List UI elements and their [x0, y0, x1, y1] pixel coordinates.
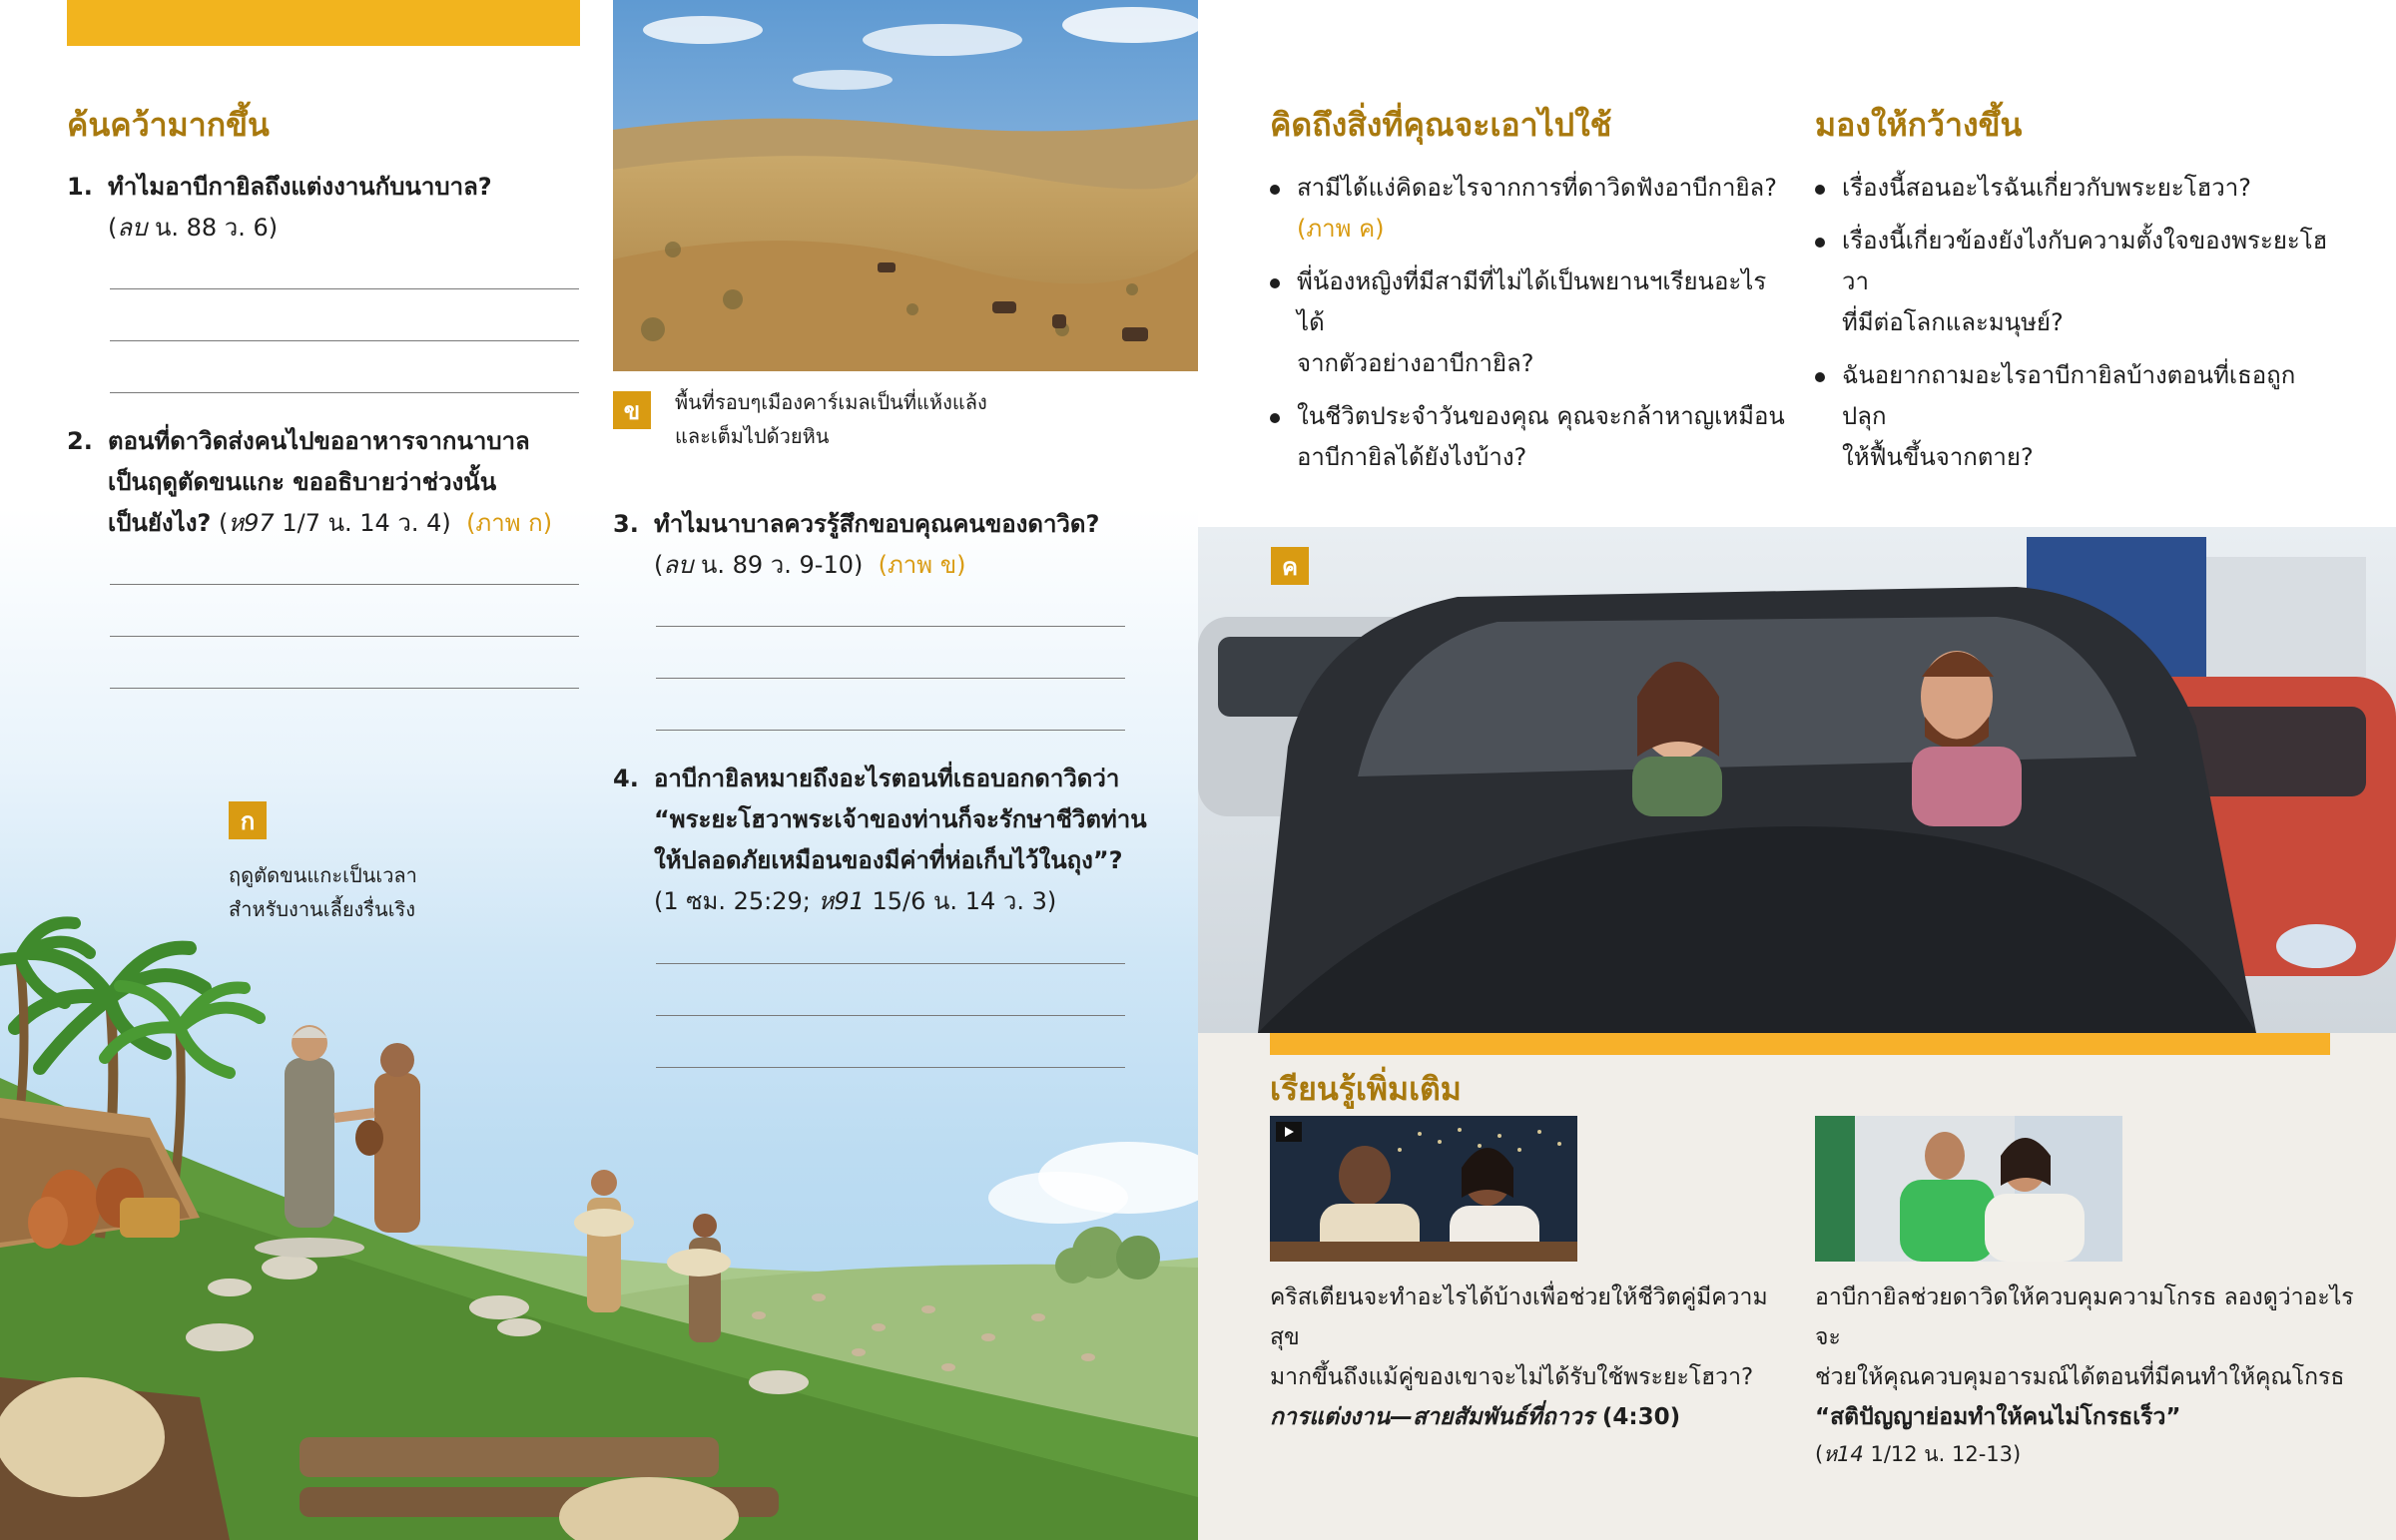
wider-bullet-list	[1815, 168, 2334, 490]
section-title-learn-more: เรียนรู้เพิ่มเติม	[1270, 1070, 1462, 1108]
section-title-apply: คิดถึงสิ่งที่คุณจะเอาไปใช้	[1270, 106, 1612, 144]
image-tag[interactable]: (ภาพ ค)	[1297, 215, 1385, 243]
image-tag[interactable]: (ภาพ ข)	[878, 551, 966, 579]
question-number: 3.	[613, 510, 639, 538]
learn-more-strip	[1270, 1033, 2330, 1055]
question-reference: (1 ซม. 25:29; ห91 15/6 น. 14 ว. 3)	[654, 887, 1057, 915]
question-text-line: ตอนที่ดาวิดส่งคนไปขออาหารจากนาบาล	[108, 427, 530, 455]
article-reference: (ห14 1/12 น. 12-13)	[1815, 1442, 2022, 1466]
question-number: 1.	[67, 173, 93, 201]
play-icon	[1276, 1122, 1302, 1142]
question-text-line: อาบีกายิลหมายถึงอะไรตอนที่เธอบอกดาวิดว่า	[654, 765, 1120, 792]
bullet-item: ฉันอยากถามอะไรอาบีกายิลบ้างตอนที่เธอถูกปลุก ให้ฟื้นขึ้นจากตาย?	[1815, 355, 2334, 478]
video-description: คริสเตียนจะทำอะไรได้บ้างเพื่อช่วยให้ชีวิตคู่มีความสุข มากขึ้นถึงแม้คู่ของเขาจะไม่ได้รับใช้พระยะโฮวา? การแต่งงาน—สายสัมพันธ์ที่ถาวร (4:30)	[1270, 1284, 1768, 1430]
question-text-line: เป็นยังไง?	[108, 509, 212, 537]
question-number: 2.	[67, 427, 93, 455]
figure-badge-c: ค	[1271, 547, 1309, 585]
question-text-line: ให้ปลอดภัยเหมือนของมีค่าที่ห่อเก็บไว้ในถุง”?	[654, 846, 1123, 874]
article-description: อาบีกายิลช่วยดาวิดให้ควบคุมความโกรธ ลองดูว่าอะไรจะ ช่วยให้คุณควบคุมอารมณ์ได้ตอนที่มีคนทำให้คุณโกรธ “สติปัญญาย่อมทำให้คนไม่โกรธเร็ว” (ห14 1/12 น. 12-13)	[1815, 1278, 2374, 1471]
play-button[interactable]	[1276, 1122, 1302, 1142]
video-thumbnail-marriage[interactable]	[1270, 1116, 1577, 1262]
question-text-line: เป็นฤดูตัดขนแกะ ขออธิบายว่าช่วงนั้น	[108, 468, 497, 496]
figure-badge-b: ข	[613, 391, 651, 429]
photo-desert-carmel	[613, 0, 1198, 371]
bullet-item: สามีได้แง่คิดอะไรจากการที่ดาวิดฟังอาบีกายิล? (ภาพ ค)	[1270, 168, 1789, 250]
question-reference: (ลบ น. 89 ว. 9-10)	[654, 551, 864, 579]
question-text: ทำไมนาบาลควรรู้สึกขอบคุณคนของดาวิด?	[654, 510, 1100, 538]
section-title-research: ค้นคว้ามากขึ้น	[67, 106, 270, 144]
section-title-wider: มองให้กว้างขึ้น	[1815, 106, 2023, 144]
answer-line[interactable]	[656, 963, 1125, 964]
figure-caption-a: ฤดูตัดขนแกะเป็นเวลา สำหรับงานเลี้ยงรื่นเริง	[229, 863, 417, 921]
photo-couple-in-car	[1198, 527, 2396, 1033]
apply-bullet-list	[1270, 168, 1789, 490]
bullet-item: พี่น้องหญิงที่มีสามีที่ไม่ได้เป็นพยานฯเรียนอะไรได้ จากตัวอย่างอาบีกายิล?	[1270, 261, 1789, 384]
question-text-line: “พระยะโฮวาพระเจ้าของท่านก็จะรักษาชีวิตท่าน	[654, 805, 1147, 833]
figure-caption-b: พื้นที่รอบๆเมืองคาร์เมลเป็นที่แห้งแล้ง และเต็มไปด้วยหิน	[675, 390, 987, 448]
bullet-item: เรื่องนี้เกี่ยวข้องยังไงกับความตั้งใจของพระยะโฮวา ที่มีต่อโลกและมนุษย์?	[1815, 221, 2334, 343]
question-text: ทำไมอาบีกายิลถึงแต่งงานกับนาบาล?	[108, 173, 492, 201]
answer-line[interactable]	[656, 1015, 1125, 1016]
bullet-item: ในชีวิตประจำวันของคุณ คุณจะกล้าหาญเหมือน อาบีกายิลได้ยังไงบ้าง?	[1270, 396, 1789, 478]
question-number: 4.	[613, 765, 639, 792]
figure-badge-a: ก	[229, 801, 267, 839]
video-title-link[interactable]: การแต่งงาน—สายสัมพันธ์ที่ถาวร (4:30)	[1270, 1404, 1681, 1430]
article-title-link[interactable]: “สติปัญญาย่อมทำให้คนไม่โกรธเร็ว”	[1815, 1404, 2181, 1430]
bullet-item: เรื่องนี้สอนอะไรฉันเกี่ยวกับพระยะโฮวา?	[1815, 168, 2334, 209]
answer-line[interactable]	[656, 678, 1125, 679]
image-tag[interactable]: (ภาพ ก)	[466, 509, 553, 537]
answer-line[interactable]	[656, 1067, 1125, 1068]
question-reference: (ห97 1/7 น. 14 ว. 4)	[211, 509, 451, 537]
question-reference: (ลบ น. 88 ว. 6)	[108, 214, 279, 242]
article-thumbnail-anger[interactable]	[1815, 1116, 2122, 1262]
answer-line[interactable]	[656, 626, 1125, 627]
answer-line[interactable]	[656, 730, 1125, 731]
